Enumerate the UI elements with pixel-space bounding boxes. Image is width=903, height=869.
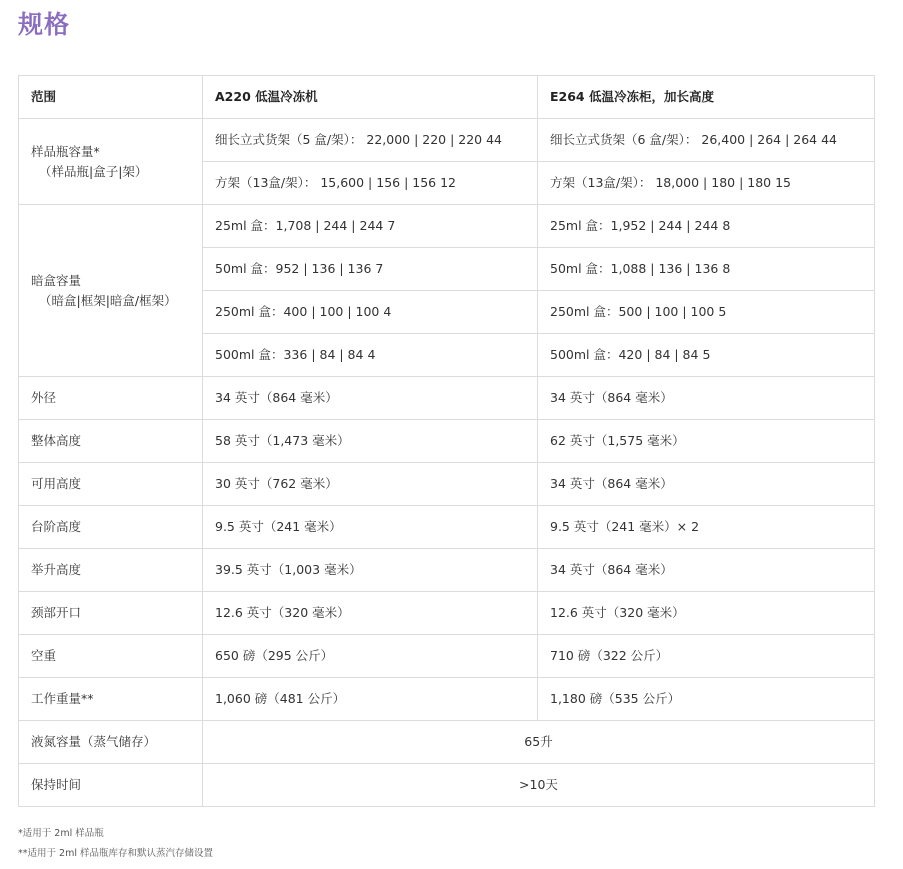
table-cell: 30 英寸（762 毫米）	[203, 463, 538, 506]
table-cell: 34 英寸（864 毫米）	[538, 463, 875, 506]
page-title: 规格	[18, 10, 71, 39]
table-cell: 34 英寸（864 毫米）	[538, 377, 875, 420]
table-cell: 25ml 盒：1,708 | 244 | 244 7	[203, 205, 538, 248]
table-row	[19, 377, 875, 420]
row-label: 整体高度	[19, 420, 203, 463]
table-cell: 62 英寸（1,575 毫米）	[538, 420, 875, 463]
row-label: 空重	[19, 635, 203, 678]
table-row	[19, 463, 875, 506]
table-row	[19, 119, 875, 162]
table-cell: 650 磅（295 公斤）	[203, 635, 538, 678]
table-cell: 1,060 磅（481 公斤）	[203, 678, 538, 721]
row-label: 液氮容量（蒸气储存）	[19, 721, 203, 764]
table-cell: 方架（13盒/架）： 18,000 | 180 | 180 15	[538, 162, 875, 205]
row-label: 保持时间	[19, 764, 203, 807]
footnote: **适用于 2ml 样品瓶库存和默认蒸汽存储设置	[18, 848, 213, 859]
table-cell: 25ml 盒：1,952 | 244 | 244 8	[538, 205, 875, 248]
table-cell: 细长立式货架（5 盒/架）： 22,000 | 220 | 220 44	[203, 119, 538, 162]
table-cell: 细长立式货架（6 盒/架）： 26,400 | 264 | 264 44	[538, 119, 875, 162]
table-row	[19, 506, 875, 549]
row-label: 举升高度	[19, 549, 203, 592]
footnote: *适用于 2ml 样品瓶	[18, 828, 104, 839]
row-label-vial-capacity	[19, 119, 203, 205]
row-label-text: 样品瓶容量*	[31, 143, 100, 159]
row-sublabel-text: （样品瓶|盒子|架）	[39, 163, 148, 179]
table-cell: 方架（13盒/架）： 15,600 | 156 | 156 12	[203, 162, 538, 205]
table-cell: 1,180 磅（535 公斤）	[538, 678, 875, 721]
table-cell: 39.5 英寸（1,003 毫米）	[203, 549, 538, 592]
table-cell: 12.6 英寸（320 毫米）	[203, 592, 538, 635]
table-row	[19, 420, 875, 463]
table-cell: 34 英寸（864 毫米）	[203, 377, 538, 420]
table-cell: 50ml 盒：1,088 | 136 | 136 8	[538, 248, 875, 291]
table-cell: 710 磅（322 公斤）	[538, 635, 875, 678]
table-row	[19, 635, 875, 678]
row-label: 工作重量**	[19, 678, 203, 721]
table-row	[19, 549, 875, 592]
table-row	[19, 721, 875, 764]
table-cell: 250ml 盒：500 | 100 | 100 5	[538, 291, 875, 334]
row-label: 可用高度	[19, 463, 203, 506]
table-cell: 12.6 英寸（320 毫米）	[538, 592, 875, 635]
row-sublabel-text: （暗盒|框架|暗盒/框架）	[39, 292, 177, 308]
table-cell: 34 英寸（864 毫米）	[538, 549, 875, 592]
row-label-box-capacity	[19, 205, 203, 377]
table-cell: 58 英寸（1,473 毫米）	[203, 420, 538, 463]
table-row	[19, 205, 875, 248]
row-label-text: 暗盒容量	[31, 272, 82, 288]
table-cell: 9.5 英寸（241 毫米）	[203, 506, 538, 549]
spec-table	[18, 75, 875, 807]
table-cell-merged: >10天	[203, 764, 875, 807]
table-cell: 500ml 盒：336 | 84 | 84 4	[203, 334, 538, 377]
table-row	[19, 592, 875, 635]
row-label: 外径	[19, 377, 203, 420]
table-row	[19, 678, 875, 721]
table-cell-merged: 65升	[203, 721, 875, 764]
table-cell: 250ml 盒：400 | 100 | 100 4	[203, 291, 538, 334]
table-header-row	[19, 76, 875, 119]
header-range: 范围	[19, 76, 203, 119]
footnotes	[18, 824, 213, 864]
header-a220: A220 低温冷冻机	[203, 76, 538, 119]
table-cell: 9.5 英寸（241 毫米）× 2	[538, 506, 875, 549]
header-e264: E264 低温冷冻柜，加长高度	[538, 76, 875, 119]
row-label: 颈部开口	[19, 592, 203, 635]
table-row	[19, 764, 875, 807]
table-cell: 50ml 盒：952 | 136 | 136 7	[203, 248, 538, 291]
table-cell: 500ml 盒：420 | 84 | 84 5	[538, 334, 875, 377]
row-label: 台阶高度	[19, 506, 203, 549]
